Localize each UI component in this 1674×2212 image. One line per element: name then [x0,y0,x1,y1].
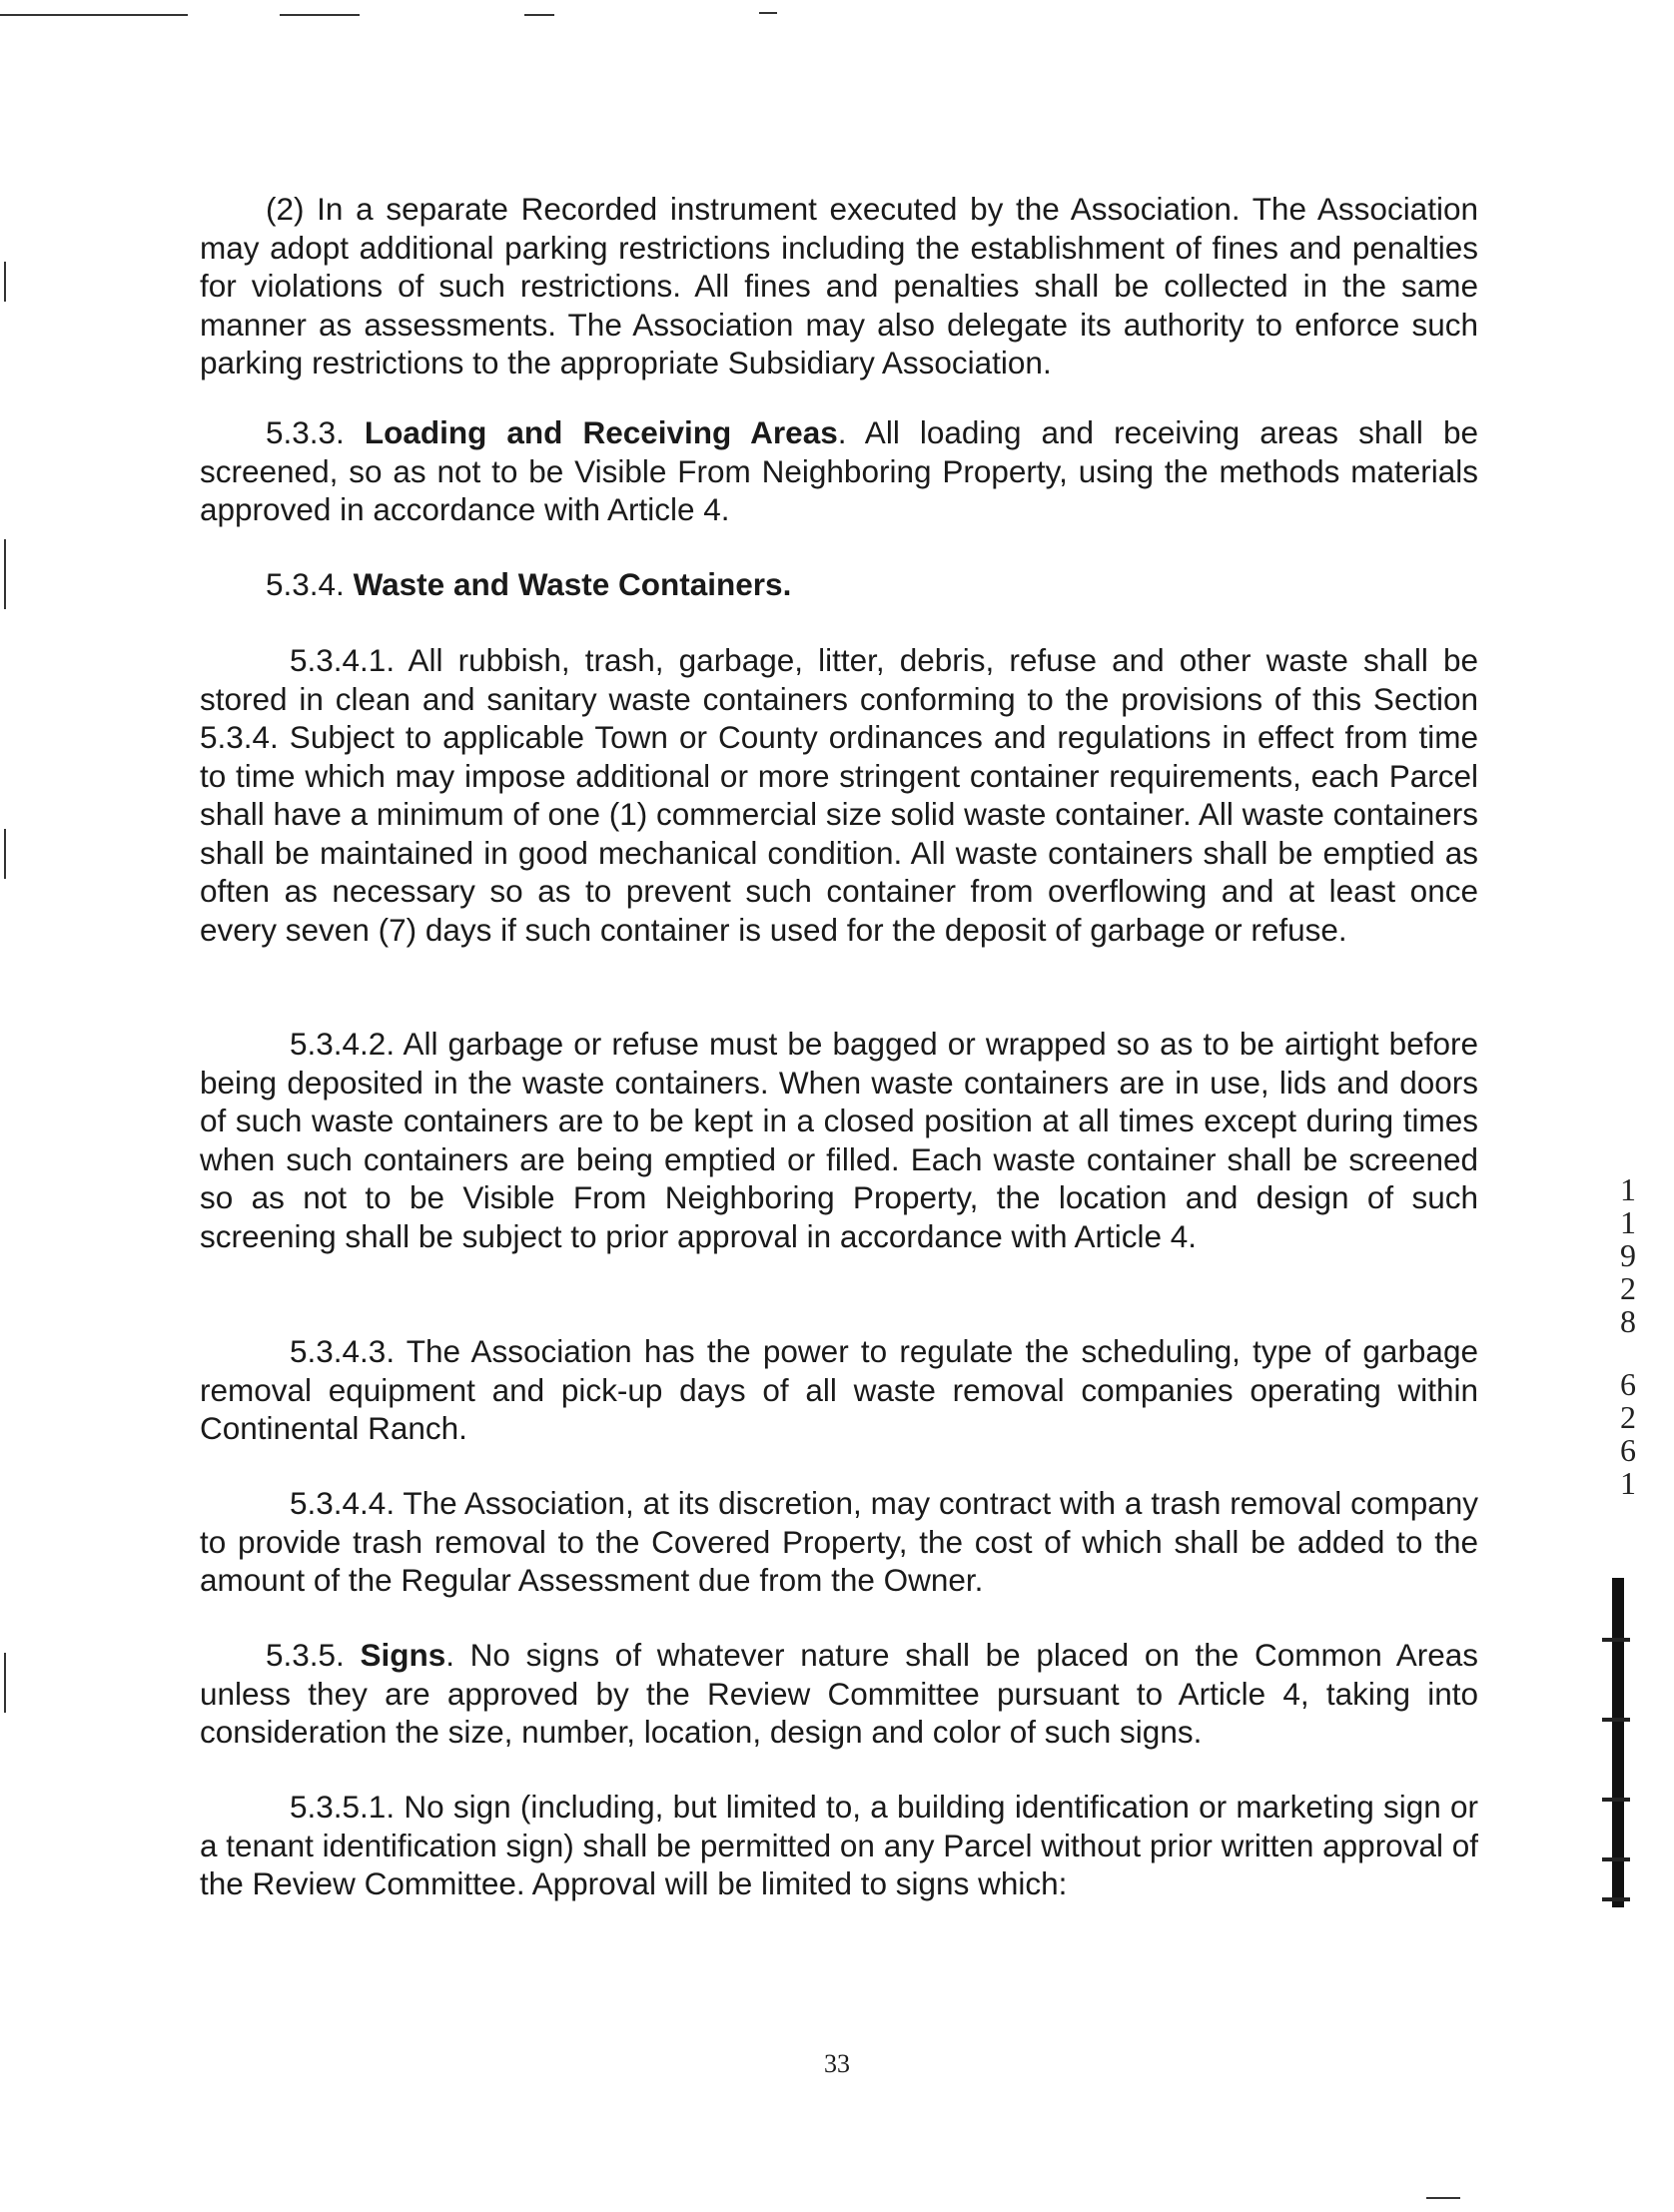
binding-tick [1602,1798,1630,1802]
page-number: 33 [824,2049,850,2078]
stamp-digit: 2 [1620,1399,1636,1435]
section-number-5-3-4: 5.3.4. [266,566,345,602]
paragraph-5-3-4-3: 5.3.4.3. The Association has the power to regulate the scheduling, type of garbage removal equipment and pick-up days of all waste removal companies operating within Continental Ranch. [200,1333,1478,1446]
text-loading-areas: . All loading and receiving areas shall be screened, so as not to be Visible From Neighboring Property, using the methods materials approved in accordance with Article 4. [200,414,1478,527]
paragraph-5-3-5-1: 5.3.5.1. No sign (including, but limited to, a building identification or marketing sign or a tenant identification sign) shall be permitted on any Parcel without prior written approval of the Review Committee. Approval will be limited to signs which: [200,1789,1478,1901]
paragraph-5-3-4-1: 5.3.4.1. All rubbish, trash, garbage, litter, debris, refuse and other waste shall be stored in clean and sanitary waste containers conforming to the provisions of this Section 5.3.4. Subject to applicable Town or County ordinances and regulations in effect from time to time which may impose additional or more stringent container requirements, each Parcel shall have a minimum of one (1) commercial size solid waste container. All waste containers shall be maintained in good mechanical condition. All waste containers shall be emptied as often as necessary so as to prevent such container from overflowing and at least once every seven (7) days if such container is used for the deposit of garbage or refuse. [200,642,1478,948]
scan-artifact-left-2 [4,539,6,609]
heading-loading-areas: Loading and Receiving Areas [364,414,838,450]
stamp-digit: 9 [1620,1237,1636,1273]
stamp-gap [1610,1338,1646,1368]
scan-artifact-left-3 [4,829,6,879]
stamp-digit: 2 [1620,1270,1636,1306]
paragraph-waste-heading [266,565,791,604]
section-number-5-3-3: 5.3.3. [266,414,345,450]
section-number-5-3-5: 5.3.5. [266,1637,345,1673]
scan-artifact-top-1 [0,14,188,16]
stamp-digit: 8 [1620,1303,1636,1339]
binding-tick [1602,1638,1630,1642]
stamp-digit: 1 [1620,1171,1636,1207]
paragraph-loading-areas [200,413,1478,529]
stamp-digit: 6 [1620,1432,1636,1468]
binding-tick [1602,1718,1630,1722]
binding-tick [1602,1857,1630,1861]
scan-artifact-left-4 [4,1653,6,1713]
text-signs: . No signs of whatever nature shall be placed on the Common Areas unless they are approved by the Review Committee pursuant to Article 4, taking into consideration the size, number, location, design and color of such signs. [200,1637,1478,1750]
scan-artifact-top-4 [759,12,777,14]
stamp-digit: 1 [1620,1204,1636,1240]
paragraph-5-3-4-4: 5.3.4.4. The Association, at its discretion, may contract with a trash removal company to provide trash removal to the Covered Property, the cost of which shall be added to the amount of the Regular Assessment due from the Owner. [200,1485,1478,1598]
heading-signs: Signs [360,1637,446,1673]
stamp-digit: 6 [1620,1366,1636,1402]
scan-artifact-bottom [1426,2197,1460,2199]
recording-stamp [1610,1173,1646,1500]
paragraph-signs [200,1636,1478,1752]
binding-tick [1602,1897,1630,1901]
stamp-digit: 1 [1620,1465,1636,1501]
scan-artifact-top-3 [524,14,554,16]
scan-artifact-top-2 [280,14,360,16]
paragraph-5-3-4-2: 5.3.4.2. All garbage or refuse must be bagged or wrapped so as to be airtight before being deposited in the waste containers. When waste containers are in use, lids and doors of such waste containers are to be kept in a closed position at all times except during times when such containers are being emptied or filled. Each waste container shall be screened so as not to be Visible From Neighboring Property, the location and design of such screening shall be subject to prior approval in accordance with Article 4. [200,1026,1478,1254]
scan-artifact-left-1 [4,262,6,302]
heading-waste-containers: Waste and Waste Containers. [353,566,792,602]
paragraph-parking-restrictions: (2) In a separate Recorded instrument executed by the Association. The Association may adopt additional parking restrictions including the establishment of fines and penalties for violations of such restrictions. All fines and penalties shall be collected in the same manner as assessments. The Association may also delegate its authority to enforce such parking restrictions to the appropriate Subsidiary Association. [200,191,1478,380]
